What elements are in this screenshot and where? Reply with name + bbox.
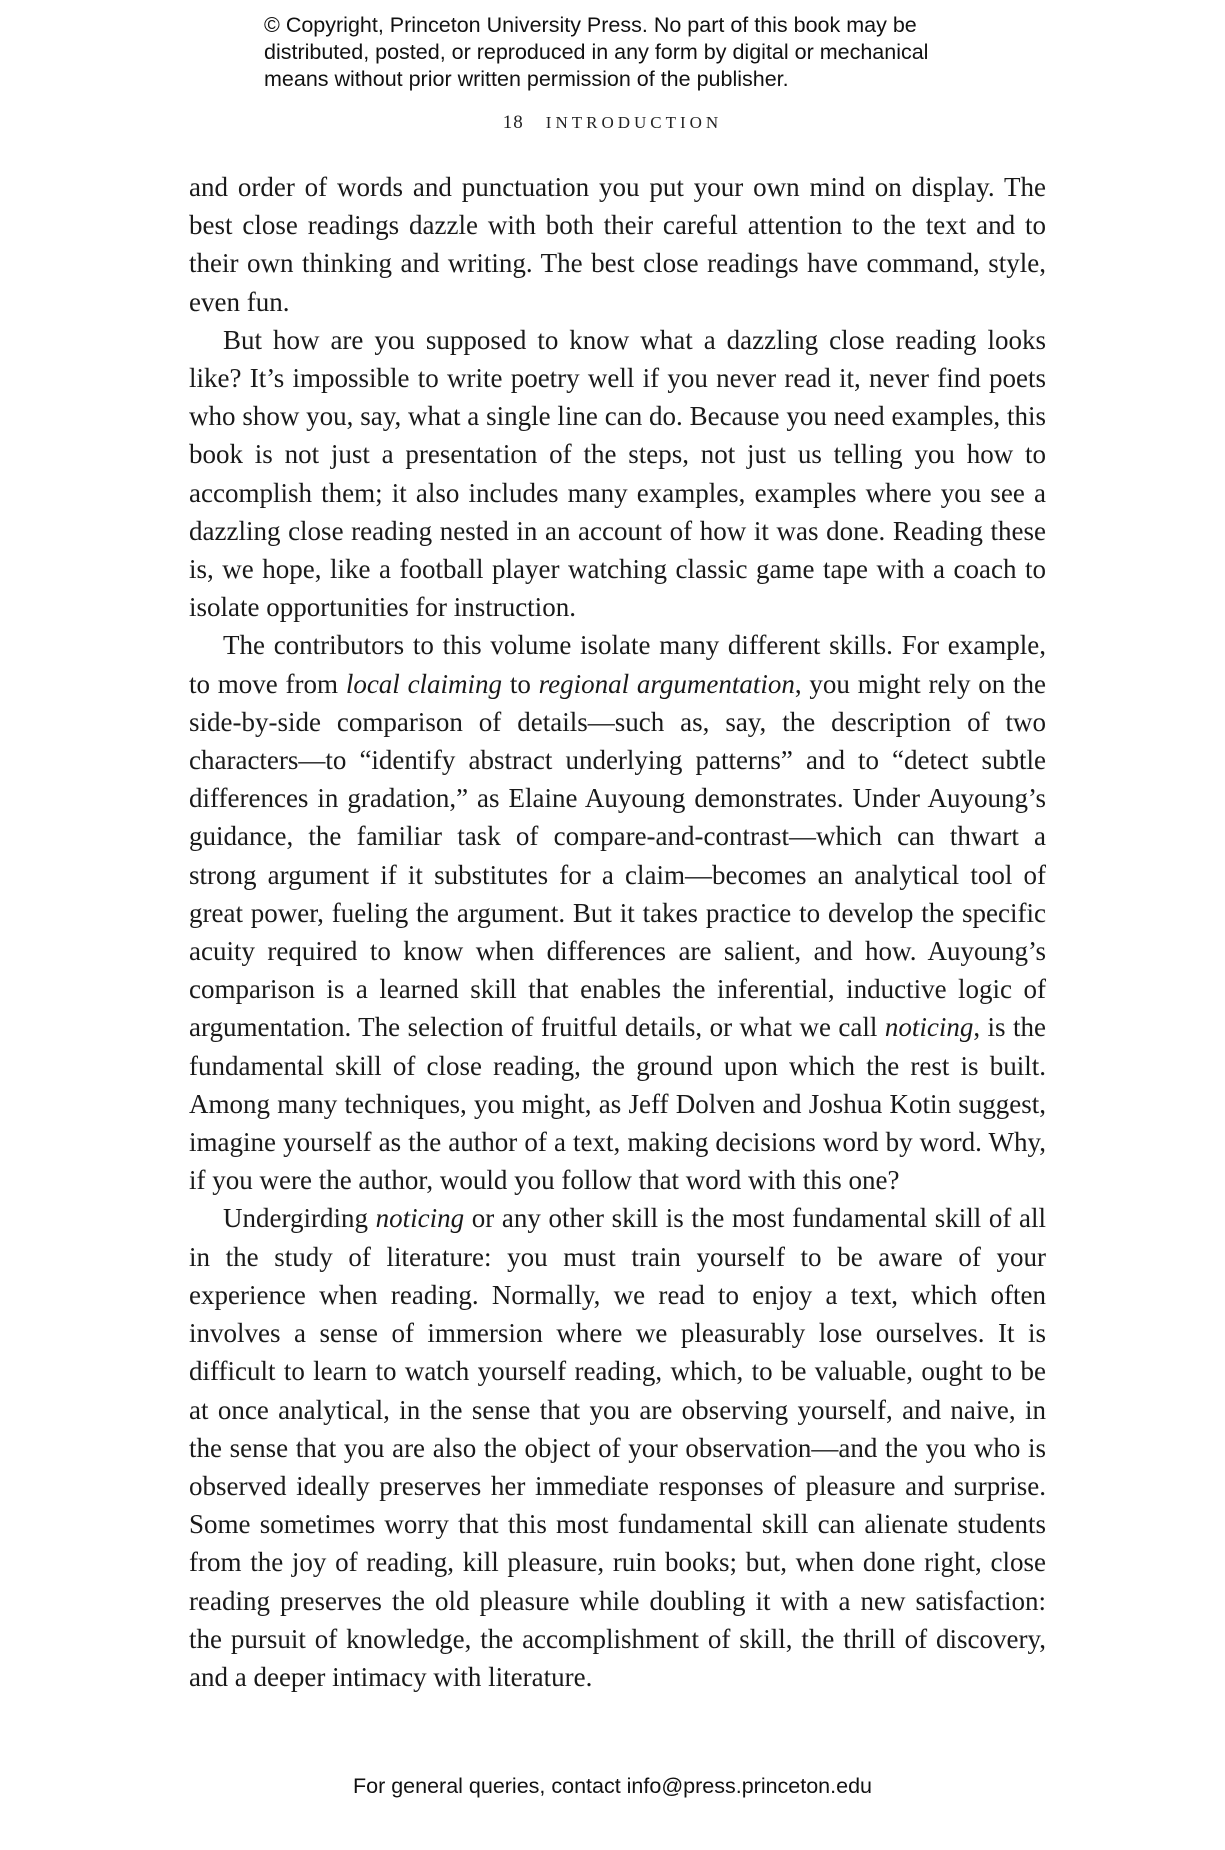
running-head <box>0 112 1225 134</box>
page-number: 18 <box>502 112 524 133</box>
paragraph-3-text: to <box>502 668 539 699</box>
paragraph-3-text: , is the fundamental skill of close reading, the ground upon which the rest is built. Among many techniques, you might, as Jeff Dolven and Joshua Kotin suggest, imagine yourself as the author of a text, making decisions word by word. Why, if you were the author, would you follow that word with this one? <box>189 1012 1046 1196</box>
emphasis-noticing: noticing <box>375 1203 465 1234</box>
copyright-line-1: © Copyright, Princeton University Press. No part of this book may be <box>264 13 917 37</box>
paragraph-4-text: or any other skill is the most fundamental skill of all in the study of literature: you must train yourself to be aware of your experience when reading. Normally, we read to enjoy a text, which often involves a sense of immersion where we pleasurably lose ourselves. It is difficult to learn to watch yourself reading, which, to be valuable, ought to be at once analytical, in the sense that you are observing yourself, and naive, in the sense that you are also the object of your observation—and the you who is observed ideally preserves her immediate responses of pleasure and surprise. Some sometimes worry that this most fundamental skill can alienate students from the joy of reading, kill pleasure, ruin books; but, when done right, close reading preserves the old pleasure while doubling it with a new satisfaction: the pursuit of knowledge, the accomplishment of skill, the thrill of discovery, and a deeper intimacy with literature. <box>189 1203 1047 1692</box>
body-text <box>189 168 1046 1696</box>
copyright-notice <box>264 12 1024 93</box>
paragraph-4 <box>189 1199 1046 1696</box>
paragraph-4-text: Undergirding <box>223 1203 376 1234</box>
copyright-line-3: means without prior written permission of the publisher. <box>264 67 789 91</box>
paragraph-3-text: , you might rely on the side-by-side comparison of details—such as, say, the description of two characters—to “identify abstract underlying patterns” and to “detect subtle differences in gradation,” as Elaine Auyoung demonstrates. Under Auyoung’s guidance, the familiar task of compare-and-contrast—which can thwart a strong argument if it substitutes for a claim—becomes an analytical tool of great power, fueling the argument. But it takes practice to develop the specific acuity required to know when differences are salient, and how. Auyoung’s comparison is a learned skill that enables the inferential, inductive logic of argumentation. The selection of fruitful details, or what we call <box>189 668 1046 1043</box>
footer-contact: For general queries, contact info@press.princeton.edu <box>352 1774 872 1798</box>
emphasis-local-claiming: local claiming <box>345 668 503 699</box>
paragraph-1: and order of words and punctuation you put your own mind on display. The best close readings dazzle with both their careful attention to the text and to their own thinking and writing. The best close readings have command, style, even fun. <box>189 172 1046 317</box>
copyright-line-2: distributed, posted, or reproduced in any form by digital or mechanical <box>264 40 929 64</box>
paragraph-3 <box>189 626 1046 1199</box>
running-head-section: INTRODUCTION <box>545 113 723 132</box>
emphasis-regional-argumentation: regional argumentation <box>538 668 795 699</box>
emphasis-noticing: noticing <box>884 1012 974 1043</box>
paragraph-2: But how are you supposed to know what a dazzling close reading looks like? It’s impossible to write poetry well if you never read it, never find poets who show you, say, what a single line can do. Because you need examples, this book is not just a presentation of the steps, not just us telling you how to accomplish them; it also includes many examples, examples where you see a dazzling close reading nested in an account of how it was done. Reading these is, we hope, like a football player watching classic game tape with a coach to isolate opportunities for instruction. <box>189 324 1046 623</box>
paragraph-3-text: The contributors to this volume isolate many different skills. For example, to move from <box>189 630 1046 699</box>
